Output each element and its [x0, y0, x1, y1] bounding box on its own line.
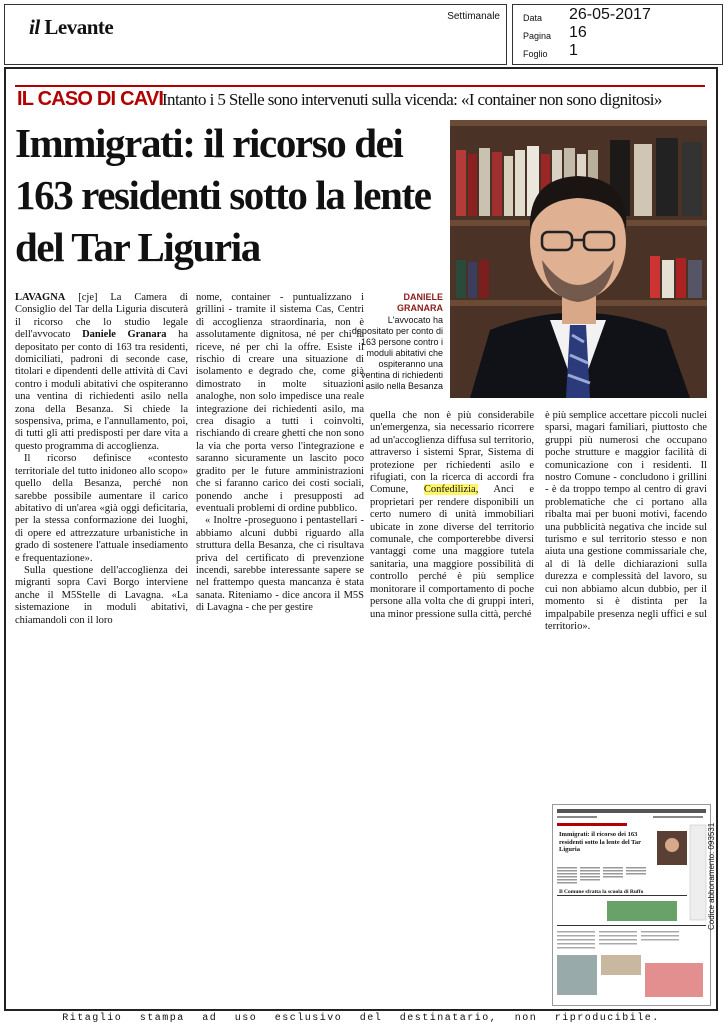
- page-value: 16: [569, 24, 587, 41]
- kicker: IL CASO DI CAVI: [17, 88, 164, 110]
- thumbnail-subhead: Il Comune sfratta la scuola di Ruffo: [559, 889, 644, 895]
- paragraph: Sulla questione dell'accoglienza dei migranti sopra Cavi Borgo interviene anche il M5Stelle di Lavagna. «La sistemazione in moduli abitativi, chiamandoli con il loro: [15, 564, 188, 626]
- masthead-box: [4, 4, 507, 65]
- author-tag: [cje]: [78, 292, 98, 303]
- highlighted-term: Confedilizia,: [423, 484, 479, 496]
- frequency-label: Settimanale: [447, 11, 500, 22]
- date-label: Data: [523, 13, 543, 23]
- thumbnail-headline: Immigrati: il ricorso dei 163 residenti sotto la lente del Tar Liguria: [559, 831, 641, 853]
- photo-caption: L'avvocato ha depositato per conto di 163 persone contro i moduli abitativi che ospiteranno una ventina di richiedenti asilo nella Besanza: [351, 315, 443, 391]
- portrait-photo: [450, 120, 707, 398]
- portrait-illustration: [450, 120, 707, 398]
- sheet-label: Foglio: [523, 49, 548, 59]
- newspaper-logo: il Levante: [29, 15, 114, 39]
- paragraph: « Inoltre -proseguono i pentastellari - abbiamo alcuni dubbi riguardo alla struttura della Besanza, che ci risultava priva del certificato di prevenzione incendi, sarebbe interessante sapere se nel frattempo questa mancanza è stata sanata. Riteniamo - dice ancora il M5S di Lavagna - che per gestire: [196, 515, 364, 614]
- page-thumbnail: [552, 804, 711, 1006]
- kicker-rule: [15, 85, 705, 87]
- sheet-value: 1: [569, 42, 578, 59]
- date-value: 26-05-2017: [569, 6, 651, 23]
- article-column-1: LAVAGNA [cje] La Camera di Consiglio del Tar della Liguria discuterà il ricorso che lo studio legale dell'avvocato Daniele Granara ha depositato per conto di 163 tra residenti, domiciliati, padroni di seconde case, titolari e dipendenti delle attività di Cavi contro i moduli abitativi che ospiteranno una ventina di richiedenti asilo nella zona della Besanza. Si chiede la sospensiva, prima, e l'annullamento, poi, di tutti gli atti predisposti per dare vita a questo programma di accoglienza. Il ricorso definisce «contesto territoriale del tutto inidoneo allo scopo» quello della Besanza, perché non sarebbe possibile aumentare il carico abitativo di un'area «già oggi deficitaria, per la stessa conformazione dei luoghi, di opere ed attrezzature urbanistiche in grado di sostenere l'attuale insediamento e frequentazione». Sulla questione dell'accoglienza dei migranti sopra Cavi Borgo interviene anche il M5Stelle di Lavagna. «La sistemazione in moduli abitativi, chiamandoli con il loro: [15, 292, 189, 626]
- page-label: Pagina: [523, 31, 552, 41]
- metadata-box: [512, 4, 723, 65]
- paragraph: è più semplice accettare piccoli nuclei sparsi, magari familiari, piuttosto che gruppi più numerosi che occupano poche strutture e maggior facilità di comunicazione con i residenti. Il nostro Comune - concludono i grillini - è da troppo tempo al centro di gravi problematiche che ci portano alla ribalta mai per buoni motivi, facendo una pubblicità negativa che incide sul turismo e sul territorio stesso e non aiuta una gestione commissariale che, al di là delle dichiarazioni sulla durezza e complessità del lavoro, su cui non abbiamo alcun dubbio, per il momento si è distinta per la impalpabile presenza negli uffici e sul territorio».: [545, 410, 707, 632]
- article-column-4: [545, 410, 707, 633]
- dateline: LAVAGNA: [15, 292, 66, 303]
- lawyer-name: Daniele Granara: [82, 329, 167, 341]
- kicker-subtitle: Intanto i 5 Stelle sono intervenuti sulla vicenda: «I container non sono dignitosi»: [162, 90, 662, 109]
- reproduction-notice: Ritaglio stampa ad uso esclusivo del destinatario, non riproducibile.: [62, 1013, 660, 1024]
- paragraph: Il ricorso definisce «contesto territoriale del tutto inidoneo allo scopo» quello della Besanza, perché non sarebbe possibile aumentare il carico abitativo di un'area «già oggi deficitaria, per la stessa conformazione dei luoghi, di opere ed attrezzature urbanistiche in grado di sostenere l'attuale insediamento e frequentazione».: [15, 453, 188, 564]
- headline: Immigrati: il ricorso dei 163 residenti sotto la lente del Tar Liguria: [15, 120, 431, 270]
- subscription-code: Codice abbonamento: 093531: [707, 822, 716, 930]
- paragraph: nome, container - puntualizzano i grillini - tramite il sistema Cas, Centri di accoglienza straordinaria, non è assolutamente dignitosa, né per chi la riceve, né per chi la offre. Esiste il rischio di creare una situazione di isolamento e degrado che, come già dimostrato in molte situazioni analoghe, non solo impedisce una reale integrazione dei richiedenti asilo, ma crea disagio a tutti i coinvolti, rischiando di creare ghetti che non sono la via che porta verso l'integrazione e saranno sicuramente un lascito poco gradito per le future amministrazioni che si faranno carico dei costi sociali, ponendo anche i presupposti ad eventuali problemi di ordine pubblico.: [196, 292, 364, 514]
- article-column-3: quella che non è più considerabile un'emergenza, sia necessario ricorrere ad un'accoglienza diffusa sul territorio, attraverso i sistemi Sprar, Sistema di protezione per richiedenti asilo e rifugiati, con la ricerca di accordi fra Comune, Confedilizia, Anci e proprietari per rendere disponibili un certo numero di unità immobiliari ubicate in zone diverse del territorio comunale, che comporterebbe diversi vantaggi come una maggiore tutela sanitaria, una maggiore possibilità di controllo perché è più semplice monitorare il comportamento di poche persone alla volta che di gruppi interi, una minor pressione sulla città, perché: [370, 410, 535, 620]
- photo-byline: DANIELE GRANARA: [397, 292, 443, 313]
- article-column-2: [196, 292, 364, 615]
